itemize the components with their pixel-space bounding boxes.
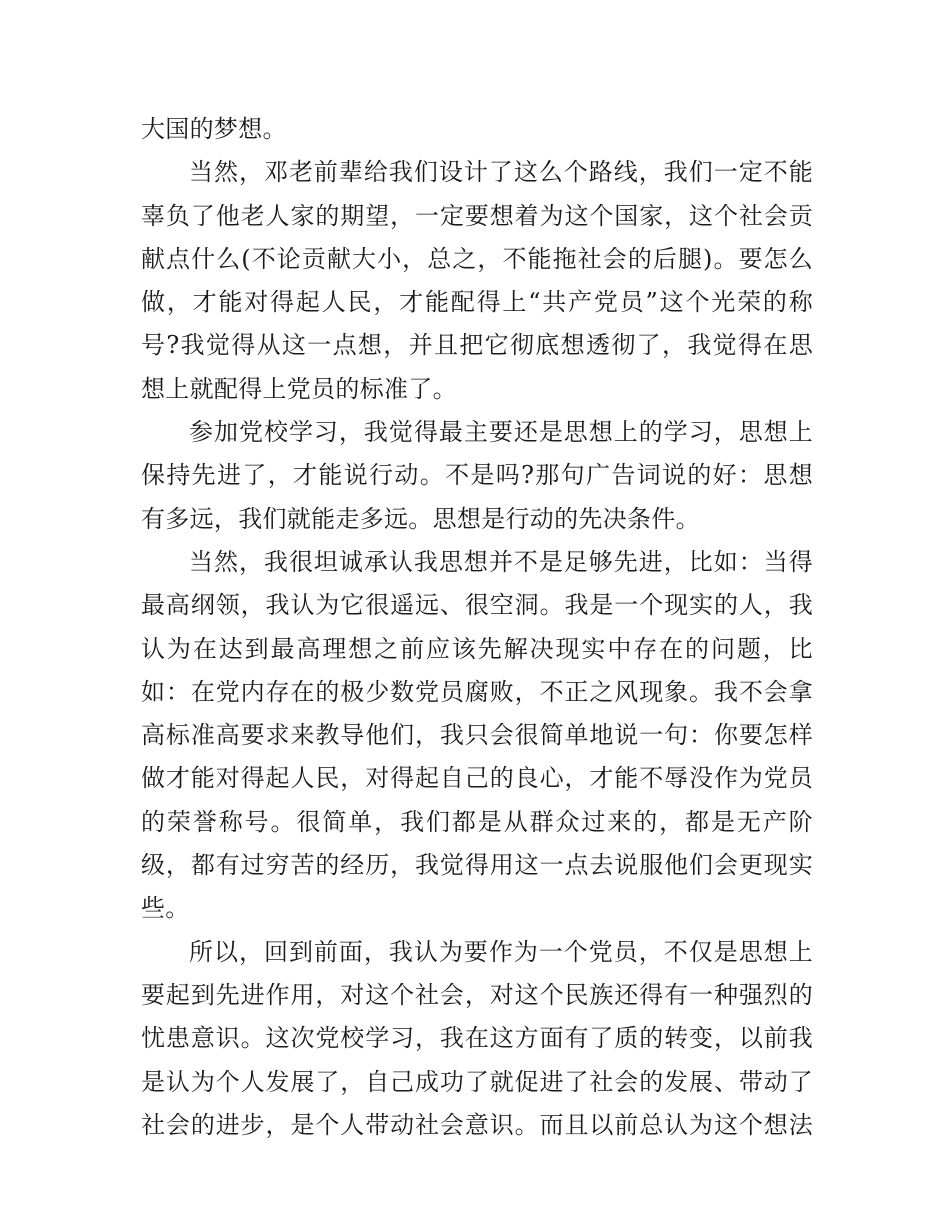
text-line: 做，才能对得起人民，才能配得上“共产党员”这个光荣的称: [141, 288, 813, 317]
text-line: 当然，我很坦诚承认我思想并不是足够先进，比如：当得: [189, 547, 813, 576]
text-line: 想上就配得上党员的标准了。: [141, 374, 457, 403]
text-line: 保持先进了，才能说行动。不是吗?那句广告词说的好：思想: [141, 461, 813, 490]
text-line: 号?我觉得从这一点想，并且把它彻底想透彻了，我觉得在思: [141, 331, 813, 360]
text-line: 社会的进步，是个人带动社会意识。而且以前总认为这个想法: [141, 1110, 813, 1139]
text-line: 如：在党内存在的极少数党员腐败，不正之风现象。我不会拿: [141, 677, 813, 706]
text-line: 献点什么(不论贡献大小，总之，不能拖社会的后腿)。要怎么: [141, 244, 813, 273]
paragraph: [141, 151, 813, 411]
text-line: 要起到先进作用，对这个社会，对这个民族还得有一种强烈的: [141, 980, 813, 1009]
text-line: 认为在达到最高理想之前应该先解决现实中存在的问题，比: [141, 634, 813, 663]
text-line: 有多远，我们就能走多远。思想是行动的先决条件。: [141, 504, 700, 533]
text-line: 级，都有过穷苦的经历，我觉得用这一点去说服他们会更现实: [141, 851, 813, 880]
paragraph: [141, 108, 813, 151]
text-line: 当然，邓老前辈给我们设计了这么个路线，我们一定不能: [189, 158, 813, 187]
text-line: 辜负了他老人家的期望，一定要想着为这个国家，这个社会贡: [141, 201, 813, 230]
paragraph: [141, 931, 813, 1147]
paragraph: [141, 541, 813, 931]
paragraph: [141, 411, 813, 541]
text-line: 大国的梦想。: [141, 115, 287, 143]
text-line: 是认为个人发展了，自己成功了就促进了社会的发展、带动了: [141, 1067, 813, 1096]
text-line: 些。: [141, 894, 190, 923]
text-line: 最高纲领，我认为它很遥远、很空洞。我是一个现实的人，我: [141, 591, 813, 620]
text-line: 参加党校学习，我觉得最主要还是思想上的学习，思想上: [189, 418, 813, 447]
text-line: 做才能对得起人民，对得起自己的良心，才能不辱没作为党员: [141, 764, 813, 793]
text-line: 所以，回到前面，我认为要作为一个党员，不仅是思想上: [189, 937, 813, 966]
document-body: [141, 108, 813, 1147]
text-line: 忧患意识。这次党校学习，我在这方面有了质的转变，以前我: [141, 1024, 813, 1053]
text-line: 高标准高要求来教导他们，我只会很简单地说一句：你要怎样: [141, 721, 813, 750]
text-line: 的荣誉称号。很简单，我们都是从群众过来的，都是无产阶: [141, 807, 813, 836]
